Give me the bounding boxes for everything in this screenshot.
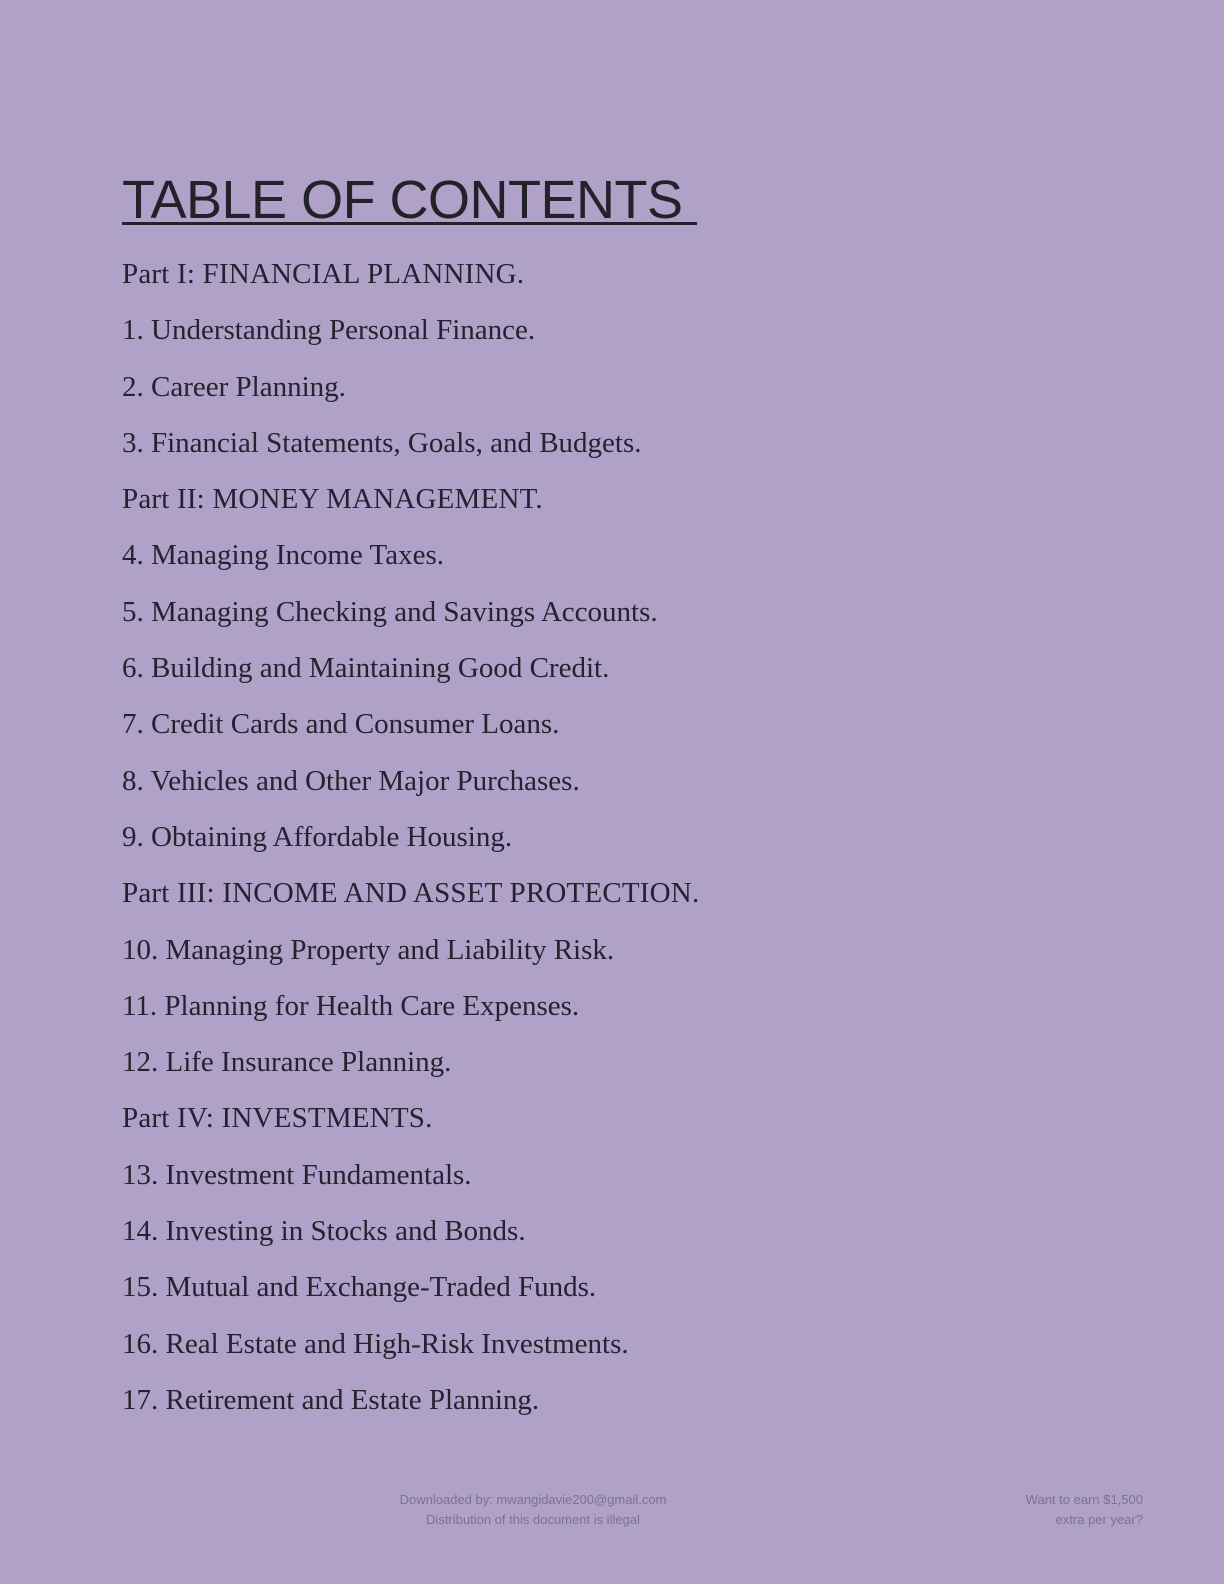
toc-list <box>122 246 1022 1428</box>
table-of-contents <box>122 168 1022 1428</box>
toc-chapter-entry[interactable]: 5. Managing Checking and Savings Accounts. <box>122 595 658 628</box>
toc-chapter-entry[interactable]: 17. Retirement and Estate Planning. <box>122 1383 540 1416</box>
toc-chapter-entry[interactable]: 16. Real Estate and High-Risk Investments. <box>122 1327 629 1360</box>
toc-chapter-entry[interactable]: 9. Obtaining Affordable Housing. <box>122 820 513 853</box>
toc-part-heading[interactable]: Part II: MONEY MANAGEMENT. <box>122 483 543 516</box>
toc-chapter-entry[interactable]: 4. Managing Income Taxes. <box>122 539 444 572</box>
distribution-notice-text: Distribution of this document is illegal <box>426 1512 640 1527</box>
toc-chapter-entry[interactable]: 3. Financial Statements, Goals, and Budgets. <box>122 426 642 459</box>
toc-chapter-entry[interactable]: 6. Building and Maintaining Good Credit. <box>122 652 610 685</box>
toc-part-heading[interactable]: Part I: FINANCIAL PLANNING. <box>122 258 525 290</box>
downloaded-by-text: Downloaded by: mwangidavie200@gmail.com <box>399 1492 667 1507</box>
toc-chapter-entry[interactable]: 7. Credit Cards and Consumer Loans. <box>122 708 560 741</box>
toc-title: TABLE OF CONTENTS <box>122 170 698 230</box>
toc-chapter-entry[interactable]: 15. Mutual and Exchange-Traded Funds. <box>122 1271 597 1304</box>
toc-part-heading[interactable]: Part IV: INVESTMENTS. <box>122 1102 433 1135</box>
toc-chapter-entry[interactable]: 2. Career Planning. <box>122 370 346 403</box>
toc-chapter-entry[interactable]: 12. Life Insurance Planning. <box>122 1046 452 1079</box>
toc-chapter-entry[interactable]: 1. Understanding Personal Finance. <box>122 314 536 347</box>
download-notice <box>333 1490 733 1530</box>
promo-line-2[interactable]: extra per year? <box>1055 1512 1143 1527</box>
promo-link[interactable] <box>923 1490 1143 1530</box>
toc-chapter-entry[interactable]: 10. Managing Property and Liability Risk. <box>122 933 615 966</box>
toc-chapter-entry[interactable]: 14. Investing in Stocks and Bonds. <box>122 1215 526 1248</box>
toc-chapter-entry[interactable]: 13. Investment Fundamentals. <box>122 1158 472 1191</box>
toc-part-heading[interactable]: Part III: INCOME AND ASSET PROTECTION. <box>122 877 700 910</box>
toc-chapter-entry[interactable]: 8. Vehicles and Other Major Purchases. <box>122 764 580 797</box>
toc-chapter-entry[interactable]: 11. Planning for Health Care Expenses. <box>122 989 580 1022</box>
promo-line-1[interactable]: Want to earn $1,500 <box>1025 1492 1143 1507</box>
